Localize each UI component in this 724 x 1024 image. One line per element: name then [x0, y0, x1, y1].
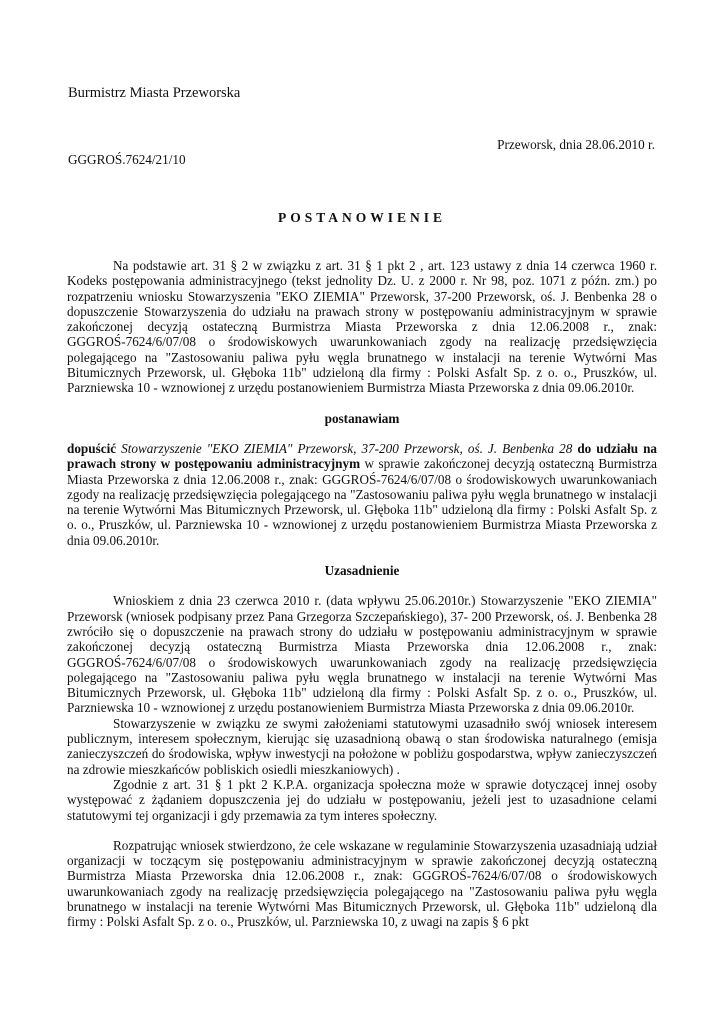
- justification-heading: Uzasadnienie: [324, 563, 400, 579]
- reference-number: GGGROŚ.7624/21/10: [68, 152, 186, 167]
- document-date: Przeworsk, dnia 28.06.2010 r.: [497, 137, 655, 152]
- justification-paragraph: Rozpatrując wniosek stwierdzono, że cele wskazane w regulaminie Stowarzyszenia uzasadniają udział organizacji w toczącym się postępowaniu administracyjnym w sprawie zakończonej decyzją ostateczną Burmistrza Miasta Przeworska dnia 12.06.2008 r., znak: GGGROŚ-7624/6/07/08 o środowiskowych uwarunkowaniach zgody na realizację przedsięwzięcia polegającego na "Zastosowaniu paliwa pyłu węgla brunatnego w instalacji na terenie Wytwórni Mas Bitumicznych Przeworsk, ul. Głęboka 11b" udzieloną dla firmy : Polski Asfalt Sp. z o. o., Pruszków, ul. Parzniewska 10, z uwagi na zapis § 6 pkt: [67, 837, 657, 930]
- justification-paragraph: Zgodnie z art. 31 § 1 pkt 2 K.P.A. organizacja społeczna może w sprawie dotyczącej innej osoby występować z żądaniem dopuszczenia jej do udziału w postępowaniu, jeżeli jest to uzasadnione celami statutowymi tej organizacji i gdy przemawia za tym interes społeczny.: [67, 776, 657, 823]
- decision-heading: postanawiam: [324, 410, 400, 426]
- justification-paragraph: Stowarzyszenie w związku ze swymi założeniami statutowymi uzasadniło swój wniosek interesem publicznym, interesem społecznym, kierując się uzasadnioną obawą o stan środowiska naturalnego (emisja zanieczyszczeń do środowiska, wpływ inwestycji na położone w pobliżu gospodarstwa, wpływ zanieczyszczeń na zdrowie mieszkańców pobliskich osiedli mieszkaniowych) .: [67, 715, 657, 777]
- legal-basis-paragraph: Na podstawie art. 31 § 2 w związku z art. 31 § 1 pkt 2 , art. 123 ustawy z dnia 14 czerwca 1960 r. Kodeks postępowania administracyjnego (tekst jednolity Dz. U. z 2000 r. Nr 98, poz. 1071 z późn. zm.) po rozpatrzeniu wniosku Stowarzyszenia "EKO ZIEMIA" Przeworsk, 37-200 Przeworsk, oś. J. Benbenka 28 o dopuszczenie Stowarzyszenia do udziału na prawach strony w postępowaniu administracyjnym w sprawie zakończonej decyzją ostateczną Burmistrza Miasta Przeworska z dnia 12.06.2008 r., znak: GGGROŚ-7624/6/07/08 o środowiskowych uwarunkowaniach zgody na realizację przedsięwzięcia polegającego na "Zastosowaniu paliwa pyłu węgla brunatnego w instalacji na terenie Wytwórni Mas Bitumicznych Przeworsk, ul. Głęboka 11b" udzieloną dla firmy : Polski Asfalt Sp. z o. o., Pruszków, ul. Parzniewska 10 - wznowionej z urzędu postanowieniem Burmistrza Miasta Przeworska z dnia 09.06.2010r.: [67, 258, 657, 396]
- decision-paragraph: [67, 441, 657, 548]
- decision-entity: Stowarzyszenie "EKO ZIEMIA" Przeworsk, 37-200 Przeworsk, oś. J. Benbenka 28: [121, 440, 573, 456]
- justification-paragraph: Wnioskiem z dnia 23 czerwca 2010 r. (data wpływu 25.06.2010r.) Stowarzyszenie "EKO ZIEMIA" Przeworsk (wniosek podpisany przez Pana Grzegorza Szczepańskiego), 37- 200 Przeworsk, oś. J. Benbenka 28 zwróciło się o dopuszczenie na prawach strony do udziału w postępowaniu administracyjnym w sprawie zakończonej decyzją ostateczną Burmistrza Miasta Przeworska dnia 12.06.2008 r., znak: GGGROŚ-7624/6/07/08 o środowiskowych uwarunkowaniach zgody na realizację przedsięwzięcia polegającego na "Zastosowaniu paliwa pyłu węgla brunatnego w instalacji na terenie Wytwórni Mas Bitumicznych Przeworsk, ul. Głęboka 11b" udzieloną dla firmy : Polski Asfalt Sp. z o. o., Pruszków, ul. Parzniewska 10 - wznowionej z urzędu postanowieniem Burmistrza Miasta Przeworska z dnia 09.06.2010r.: [67, 593, 657, 716]
- document-body: [67, 258, 657, 930]
- decision-verb: dopuścić: [67, 440, 117, 456]
- decision-rest: w sprawie zakończonej decyzją ostateczną Burmistrza Miasta Przeworska z dnia 12.06.2008 r., znak: GGGROŚ-7624/6/07/08 o środowiskowych uwarunkowaniach zgody na realizację przedsięwzięcia polegającego na "Zastosowaniu paliwa pyłu węgla brunatnego w instalacji na terenie Wytwórni Mas Bitumicznych Przeworsk, ul. Głęboka 11b" udzieloną dla firmy : Polski Asfalt Sp. z o. o., Pruszków, ul. Parzniewska 10 - wznowionej z urzędu postanowieniem Burmistrza Miasta Przeworska z dnia 09.06.2010r.: [67, 456, 657, 548]
- document-title: POSTANOWIENIE: [277, 210, 447, 225]
- issuing-authority: Burmistrz Miasta Przeworska: [68, 85, 241, 101]
- decision-bold-clause: do udziału na prawach strony w postępowaniu administracyjnym: [67, 440, 658, 472]
